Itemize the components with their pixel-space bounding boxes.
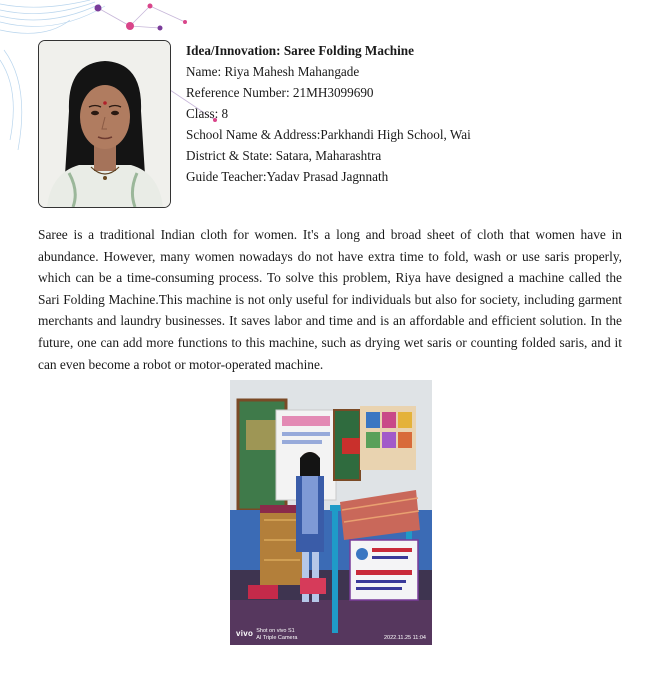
district-state: District & State: Satara, Maharashtra — [186, 148, 382, 163]
vivo-logo: vivo — [236, 629, 254, 639]
project-photo — [230, 380, 432, 645]
reference-number: Reference Number: 21MH3099690 — [186, 85, 374, 100]
idea-title: Idea/Innovation: Saree Folding Machine — [186, 43, 414, 58]
watermark-line1: Shot on vivo S1 — [256, 628, 295, 634]
student-info-block — [186, 40, 471, 187]
student-portrait-photo — [38, 40, 171, 208]
guide-teacher: Guide Teacher:Yadav Prasad Jagnnath — [186, 169, 389, 184]
idea-description: Saree is a traditional Indian cloth for women. It's a long and broad sheet of cloth that women have in abundance. However, many women nowadays do not have extra time to fold, wash or use saris properly, which can be a time-consuming process. To solve this problem, Riya have designed a machine called the Sari Folding Machine.This machine is not only useful for individuals but also for society, including garment merchants and laundry businesses. It saves labor and time and is an affordable and efficient solution. In the future, one can add more functions to this machine, such as drying wet saris or counting folded saris, and it can even become a robot or motor-operated machine. — [38, 227, 622, 372]
school-name-address: School Name & Address:Parkhandi High School, Wai — [186, 127, 471, 142]
student-name: Name: Riya Mahesh Mahangade — [186, 64, 360, 79]
camera-watermark — [236, 628, 297, 641]
student-class: Class: 8 — [186, 106, 229, 121]
watermark-line2: AI Triple Camera — [256, 634, 298, 641]
photo-timestamp: 2022.11.25 11:04 — [383, 635, 426, 641]
